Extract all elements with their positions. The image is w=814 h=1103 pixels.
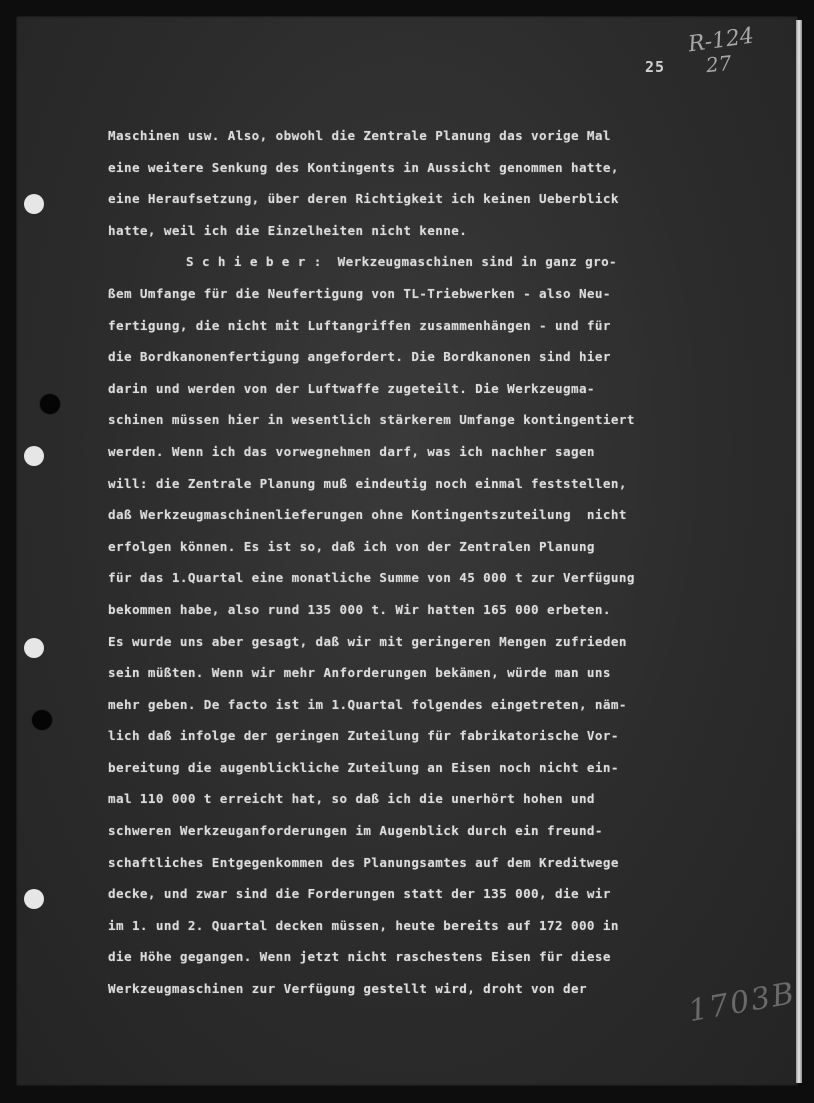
text-line: für das 1.Quartal eine monatliche Summe von 45 000 t zur Verfügung bbox=[108, 570, 635, 586]
text-line: die Bordkanonenfertigung angefordert. Die Bordkanonen sind hier bbox=[108, 349, 611, 365]
text-line: bekommen habe, also rund 135 000 t. Wir hatten 165 000 erbeten. bbox=[108, 601, 611, 617]
typed-body-text bbox=[108, 120, 708, 1005]
text-line: eine Heraufsetzung, über deren Richtigkeit ich keinen Ueberblick bbox=[108, 191, 619, 207]
text-line: erfolgen können. Es ist so, daß ich von der Zentralen Planung bbox=[108, 538, 595, 554]
text-line: mehr geben. De facto ist im 1.Quartal folgendes eingetreten, näm- bbox=[108, 696, 627, 712]
text-line: S c h i e b e r : Werkzeugmaschinen sind in ganz gro- bbox=[186, 254, 618, 270]
punch-hole bbox=[24, 446, 44, 466]
text-line: fertigung, die nicht mit Luftangriffen zusammenhängen - und für bbox=[108, 317, 611, 333]
text-line: hatte, weil ich die Einzelheiten nicht kenne. bbox=[108, 222, 468, 238]
punch-hole bbox=[24, 889, 44, 909]
punch-hole bbox=[40, 394, 60, 414]
text-line: schinen müssen hier in wesentlich stärkerem Umfange kontingentiert bbox=[108, 412, 635, 428]
text-line: will: die Zentrale Planung muß eindeutig noch einmal feststellen, bbox=[108, 475, 627, 491]
text-line: ßem Umfange für die Neufertigung von TL-Triebwerken - also Neu- bbox=[108, 285, 611, 301]
text-line: bereitung die augenblickliche Zuteilung an Eisen noch nicht ein- bbox=[108, 759, 619, 775]
text-line: sein müßten. Wenn wir mehr Anforderungen bekämen, würde man uns bbox=[108, 665, 611, 681]
text-line: decke, und zwar sind die Forderungen statt der 135 000, die wir bbox=[108, 886, 611, 902]
text-line: lich daß infolge der geringen Zuteilung für fabrikatorische Vor- bbox=[108, 728, 619, 744]
text-line: Werkzeugmaschinen zur Verfügung gestellt wird, droht von der bbox=[108, 981, 587, 997]
handwritten-archive-code: R-124 bbox=[686, 23, 756, 58]
handwritten-page-ref: 27 bbox=[704, 50, 733, 78]
punch-hole bbox=[24, 194, 44, 214]
text-line: eine weitere Senkung des Kontingents in Aussicht genommen hatte, bbox=[108, 159, 619, 175]
handwritten-document-code: 1703B bbox=[685, 975, 799, 1030]
text-line: daß Werkzeugmaschinenlieferungen ohne Kontingentszuteilung nicht bbox=[108, 507, 627, 523]
text-line: schaftliches Entgegenkommen des Planungsamtes auf dem Kreditwege bbox=[108, 854, 619, 870]
text-line: die Höhe gegangen. Wenn jetzt nicht raschestens Eisen für diese bbox=[108, 949, 611, 965]
page-number: 25 bbox=[645, 58, 666, 76]
page-edge bbox=[796, 20, 802, 1083]
punch-hole bbox=[24, 638, 44, 658]
text-line: Es wurde uns aber gesagt, daß wir mit geringeren Mengen zufrieden bbox=[108, 633, 627, 649]
text-line: mal 110 000 t erreicht hat, so daß ich die unerhört hohen und bbox=[108, 791, 595, 807]
text-line: darin und werden von der Luftwaffe zugeteilt. Die Werkzeugma- bbox=[108, 380, 595, 396]
text-line: werden. Wenn ich das vorwegnehmen darf, was ich nachher sagen bbox=[108, 443, 595, 459]
punch-hole bbox=[32, 710, 52, 730]
text-line: Maschinen usw. Also, obwohl die Zentrale Planung das vorige Mal bbox=[108, 128, 611, 143]
text-line: schweren Werkzeuganforderungen im Augenblick durch ein freund- bbox=[108, 823, 603, 839]
text-line: im 1. und 2. Quartal decken müssen, heute bereits auf 172 000 in bbox=[108, 917, 619, 933]
